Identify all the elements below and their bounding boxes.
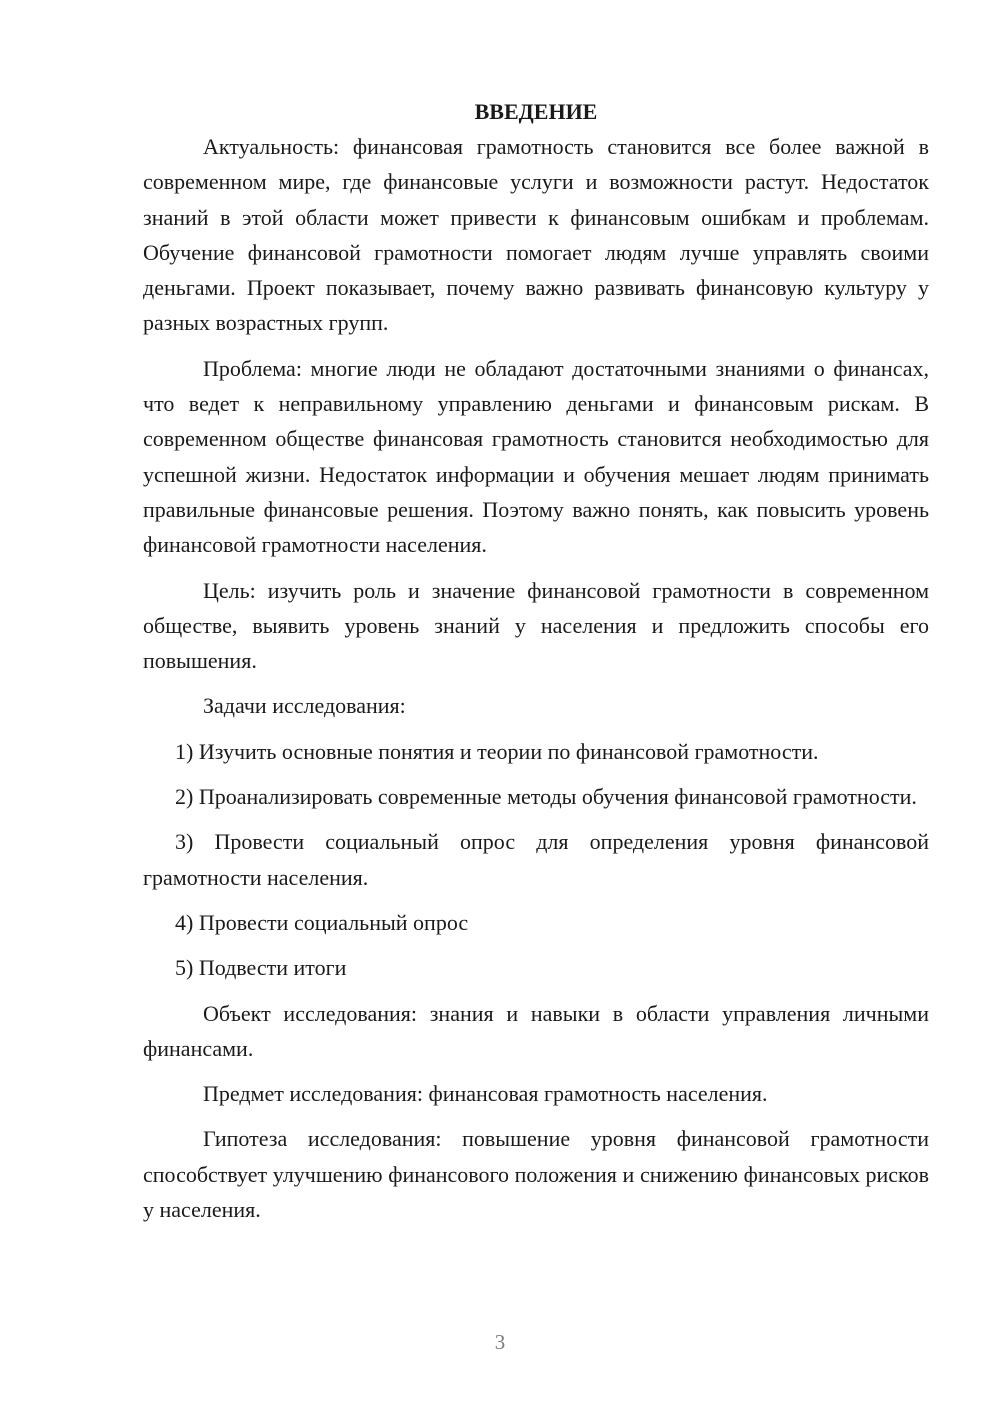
paragraph-relevance: Актуальность: финансовая грамотность становится все более важной в современном мире, где финансовые услуги и возможности растут. Недостаток знаний в этой области может привести к финансовым ошибкам и проблемам. Обучение финансовой грамотности помогает людям лучше управлять своими деньгами. Проект показывает, почему важно развивать финансовую культуру у разных возрастных групп. [143,134,929,336]
paragraph-object: Объект исследования: знания и навыки в области управления личными финансами. [143,1000,929,1061]
paragraph-goal: Цель: изучить роль и значение финансовой грамотности в современном обществе, выявить уровень знаний у населения и предложить способы его повышения. [143,577,929,674]
page-title: ВВЕДЕНИЕ [474,99,598,124]
document-page [143,94,929,1237]
page-number: 3 [494,1330,506,1354]
task-item-4: 4) Провести социальный опрос [175,909,469,935]
task-list [143,734,929,986]
paragraph-subject: Предмет исследования: финансовая грамотность населения. [203,1081,768,1107]
task-item-3: 3) Провести социальный опрос для определения уровня финансовой грамотности населения. [143,829,929,890]
task-item-1: 1) Изучить основные понятия и теории по финансовой грамотности. [175,738,819,764]
paragraph-problem: Проблема: многие люди не обладают достаточными знаниями о финансах, что ведет к неправильному управлению деньгами и финансовым рискам. В современном обществе финансовая грамотность становится необходимостью для успешной жизни. Недостаток информации и обучения мешает людям принимать правильные финансовые решения. Поэтому важно понять, как повысить уровень финансовой грамотности населения. [143,355,929,558]
paragraph-tasks-heading: Задачи исследования: [203,693,406,719]
paragraph-hypothesis: Гипотеза исследования: повышение уровня финансовой грамотности способствует улучшению финансового положения и снижению финансовых рисков у населения. [143,1126,929,1223]
task-item-5: 5) Подвести итоги [175,955,347,981]
task-item-2: 2) Проанализировать современные методы обучения финансовой грамотности. [175,784,917,810]
